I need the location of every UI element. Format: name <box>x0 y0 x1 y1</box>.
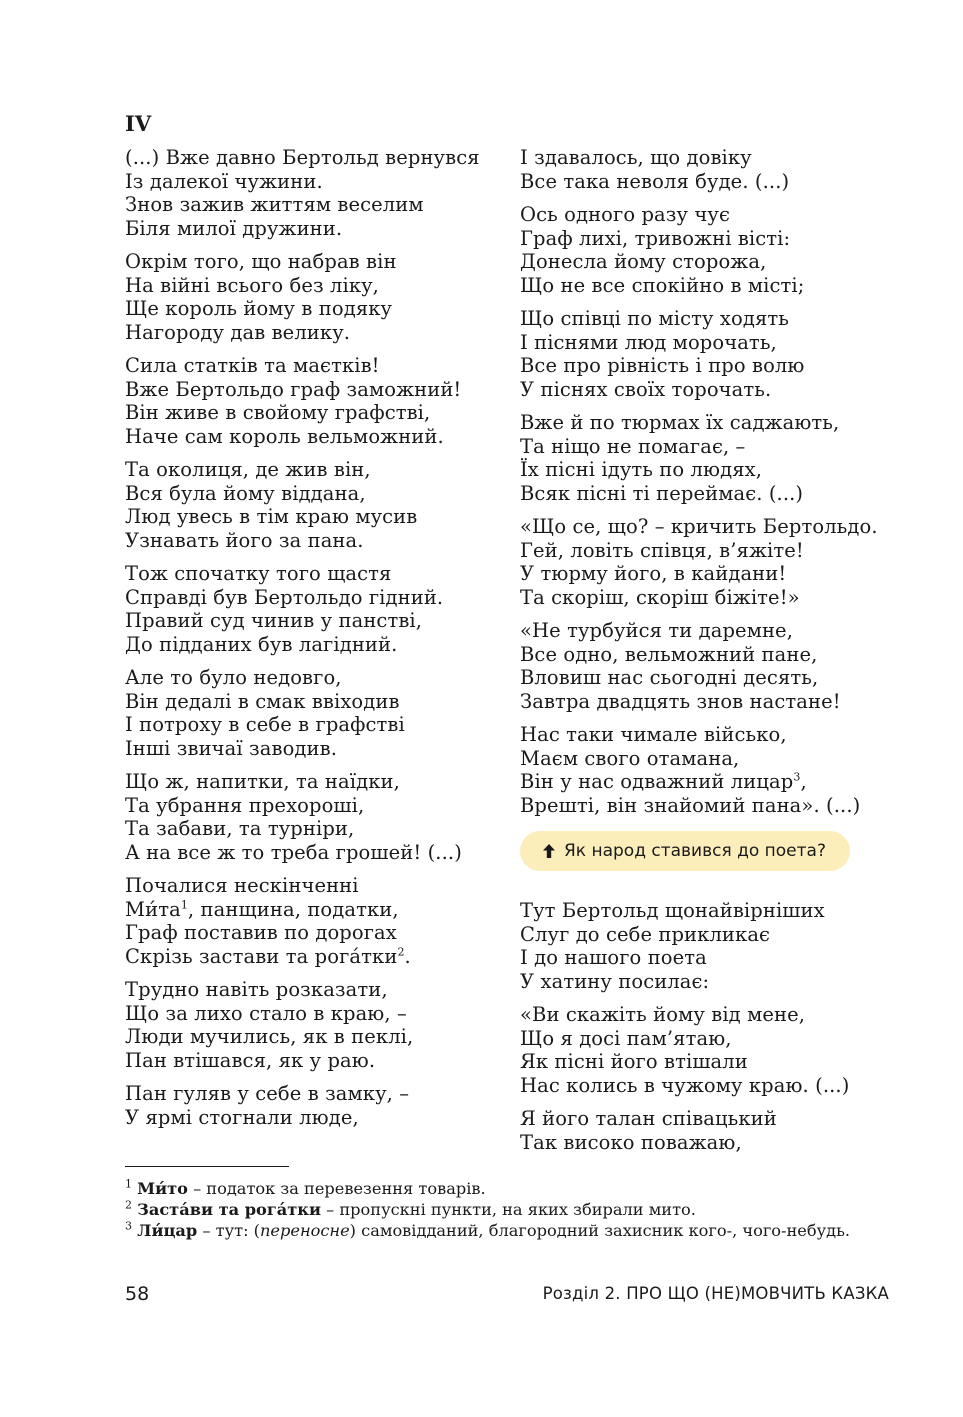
verse-line: Але то було недовго, <box>125 666 342 689</box>
stanza <box>125 874 525 968</box>
stanza <box>520 1107 940 1154</box>
stanza <box>520 203 940 297</box>
verse-line: Пан гуляв у себе в замку, – <box>125 1082 410 1105</box>
verse-line: Трудно навіть розказати, <box>125 978 388 1001</box>
verse-line: У ярмі стогнали люде, <box>125 1105 359 1129</box>
verse-line: У піснях своїх торочать. <box>520 377 772 401</box>
verse-line: Врешті, він знайомий пана». (...) <box>520 793 861 817</box>
right-bottom-stanzas <box>520 899 940 1154</box>
verse-line: Тож спочатку того щастя <box>125 562 392 585</box>
verse-line: І піснями люд морочать, <box>520 330 777 354</box>
section-title: IV <box>125 111 152 136</box>
stanza <box>125 978 525 1072</box>
footnote-divider <box>125 1166 289 1167</box>
verse-line: Справді був Бертольдо гідний. <box>125 585 444 609</box>
verse-line: Гей, ловіть співця, в’яжіте! <box>520 538 804 562</box>
right-top-stanzas <box>520 146 940 817</box>
verse-line: Мита$^1$, панщина, податки, <box>125 897 399 921</box>
verse-line: Я його талан співацький <box>520 1107 777 1130</box>
stanza <box>125 250 525 344</box>
verse-line: Та скоріш, скоріш біжіте!» <box>520 585 800 609</box>
verse-line: У хатину посилає: <box>520 969 710 993</box>
stanza <box>520 1003 940 1097</box>
verse-line: І потроху в себе в графстві <box>125 713 405 736</box>
verse-line: А на все ж то треба грошей! (...) <box>125 840 462 864</box>
verse-line: Знов зажив життям веселим <box>125 193 424 216</box>
verse-line: Він живе в свойому графстві, <box>125 401 431 424</box>
stanza <box>520 146 940 193</box>
verse-line: Що за лихо стало в краю, – <box>125 1001 407 1025</box>
verse-line: Слуг до себе прикликає <box>520 922 771 946</box>
verse-line: Він у нас одважний лицар$^3$, <box>520 770 807 793</box>
verse-line: І здавалось, що довіку <box>520 146 752 169</box>
verse-line: Що ж, напитки, та наїдки, <box>125 770 400 793</box>
footnotes <box>125 1178 885 1241</box>
question-box <box>520 831 850 871</box>
verse-line: Граф поставив по дорогах <box>125 921 397 944</box>
verse-line: Він дедалі в смак ввіходив <box>125 689 400 713</box>
running-head: Розділ 2. ПРО ЩО (НЕ)МОВЧИТЬ КАЗКА <box>542 1284 889 1303</box>
verse-line: Завтра двадцять знов настане! <box>520 689 841 713</box>
stanza <box>520 515 940 609</box>
left-column <box>125 146 525 1139</box>
stanza <box>125 1082 525 1129</box>
stanza <box>125 146 525 240</box>
verse-line: І до нашого поета <box>520 946 707 969</box>
verse-line: Все одно, вельможний пане, <box>520 642 818 666</box>
verse-line: Вже Бертольдо граф заможний! <box>125 377 462 401</box>
verse-line: Так високо поважаю, <box>520 1130 742 1154</box>
question-text: Як народ ставився до поета? <box>564 841 826 861</box>
verse-line: Тут Бертольд щонайвірніших <box>520 899 825 922</box>
verse-line: «Що се, що? – кричить Бертольдо. <box>520 515 878 538</box>
stanza <box>520 619 940 713</box>
verse-line: Нас колись в чужому краю. (...) <box>520 1073 850 1097</box>
verse-line: Почалися нескінченні <box>125 874 359 897</box>
verse-line: Та околиця, де жив він, <box>125 458 371 481</box>
verse-line: Окрім того, що набрав він <box>125 250 397 273</box>
verse-line: Та забави, та турніри, <box>125 817 355 840</box>
verse-line: Нас таки чимале військо, <box>520 723 787 746</box>
stanza <box>520 307 940 401</box>
verse-line: Та убрання прехороші, <box>125 793 365 817</box>
verse-line: Нагороду дав велику. <box>125 320 351 344</box>
stanza <box>520 723 940 817</box>
stanza <box>125 770 525 864</box>
verse-line: Що я досі пам’ятаю, <box>520 1026 732 1050</box>
footnote-3: $^3$ Ли́цар – тут: (переносне) самовідданий, благородний захисник кого-, чого-небудь. <box>125 1219 851 1240</box>
verse-line: Узнавать його за пана. <box>125 528 364 552</box>
verse-line: Їх пісні ідуть по людях, <box>520 458 763 481</box>
verse-line: Та ніщо не помагає, – <box>520 434 746 458</box>
verse-line: Біля милої дружини. <box>125 216 343 240</box>
page-number: 58 <box>125 1283 150 1305</box>
verse-line: Із далекої чужини. <box>125 169 323 193</box>
footnote-2: $^2$ Заста́ви та рога́тки – пропускні пункти, на яких збирали мито. <box>125 1198 696 1219</box>
stanza <box>125 458 525 552</box>
verse-line: У тюрму його, в кайдани! <box>520 562 787 585</box>
verse-line: Що не все спокійно в місті; <box>520 273 805 297</box>
verse-line: Що співці по місту ходять <box>520 307 789 330</box>
verse-line: Вловиш нас сьогодні десять, <box>520 666 819 689</box>
stanza <box>125 562 525 656</box>
verse-line: Граф лихі, тривожні вісті: <box>520 226 791 250</box>
verse-line: Люди мучились, як в пеклі, <box>125 1025 414 1048</box>
verse-line: Всяк пісні ті переймає. (...) <box>520 481 804 505</box>
verse-line: Як пісні його втішали <box>520 1050 748 1073</box>
verse-line: Маєм свого отамана, <box>520 746 740 770</box>
verse-line: Скрізь застави та рогатки$^2$. <box>125 944 411 968</box>
verse-line: Правий суд чинив у панстві, <box>125 609 423 632</box>
verse-line: Вже й по тюрмах їх саджають, <box>520 411 840 434</box>
verse-line: Вся була йому віддана, <box>125 481 366 505</box>
verse-line: Люд увесь в тім краю мусив <box>125 505 418 528</box>
verse-line: Наче сам король вельможний. <box>125 424 444 448</box>
stanza <box>520 411 940 505</box>
footnote-1: $^1$ Ми́то – податок за перевезення товарів. <box>125 1177 486 1198</box>
verse-line: Все про рівність і про волю <box>520 354 805 377</box>
verse-line: «Не турбуйся ти даремне, <box>520 619 793 642</box>
arrow-up-icon <box>542 843 556 859</box>
verse-line: Все така неволя буде. (...) <box>520 169 790 193</box>
verse-line: На війні всього без ліку, <box>125 273 379 297</box>
verse-line: Сила статків та маєтків! <box>125 354 380 377</box>
verse-line: Ось одного разу чує <box>520 203 730 226</box>
verse-line: Інші звичаї заводив. <box>125 736 337 760</box>
stanza <box>125 354 525 448</box>
verse-line: Донесла йому сторожа, <box>520 250 767 273</box>
stanza <box>125 666 525 760</box>
verse-line: Ще король йому в подяку <box>125 297 393 320</box>
verse-line: Пан втішався, як у раю. <box>125 1048 376 1072</box>
verse-line: «Ви скажіть йому від мене, <box>520 1003 806 1026</box>
right-column <box>520 146 940 1164</box>
verse-line: До підданих був лагідний. <box>125 632 398 656</box>
verse-line: (...) Вже давно Бертольд вернувся <box>125 146 480 169</box>
stanza <box>520 899 940 993</box>
